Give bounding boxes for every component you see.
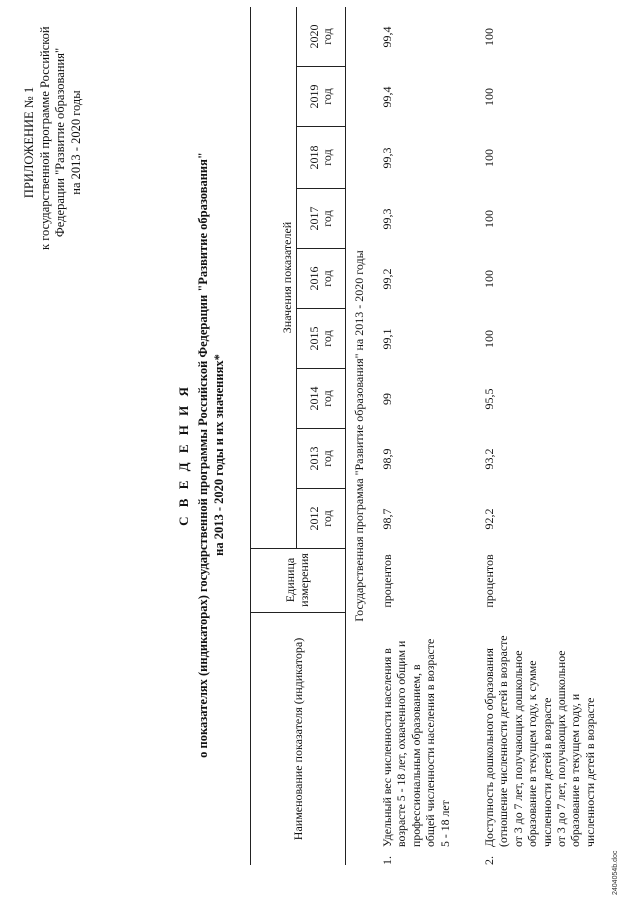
row-number: 2. xyxy=(482,856,496,865)
value-2017: 100 xyxy=(482,210,496,228)
header-values-group: Значения показателей xyxy=(251,7,297,549)
value-2020: 100 xyxy=(482,28,496,46)
value-2012: 92,2 xyxy=(482,508,496,530)
row-unit: процентов xyxy=(380,554,394,608)
appendix-number: ПРИЛОЖЕНИЕ № 1 xyxy=(22,86,36,199)
header-indicator-name: Наименование показателя (индикатора) xyxy=(290,637,305,841)
value-2012: 98,7 xyxy=(380,508,394,530)
document-subtitle-2: на 2013 - 2020 годы и их значениях* xyxy=(212,354,226,556)
row-number: 1. xyxy=(380,856,394,865)
header-year-2014: 2014 год xyxy=(297,369,345,429)
appendix-block xyxy=(22,26,85,250)
header-unit-line2: измерения xyxy=(297,553,311,607)
header-year-2020: 2020 год xyxy=(297,7,345,67)
table-header xyxy=(250,7,346,865)
value-2013: 98,9 xyxy=(380,448,394,470)
header-year-2019: 2019 год xyxy=(297,67,345,127)
header-unit xyxy=(251,548,345,613)
header-unit-line1: Единица xyxy=(283,557,298,603)
value-2020: 99,4 xyxy=(380,26,394,48)
value-2017: 99,3 xyxy=(380,208,394,230)
value-2019: 99,4 xyxy=(380,86,394,108)
value-2016: 99,2 xyxy=(380,268,394,290)
document-file-id: 2404054b.doc xyxy=(612,850,619,895)
header-year-2018: 2018 год xyxy=(297,127,345,189)
appendix-text-3: на 2013 - 2020 годы xyxy=(68,90,83,195)
value-2016: 100 xyxy=(482,270,496,288)
header-year-2013: 2013 год xyxy=(297,429,345,489)
header-year-2015: 2015 год xyxy=(297,309,345,369)
row-indicator-name: Удельный вес численности населения в возрасте 5 - 18 лет, охваченного общим и профессиональным образованием, в общей численности населения в возрасте 5 - 18 лет xyxy=(380,638,452,847)
document-subtitle-1: о показателях (индикаторах) государственной программы Российской Федерации "Развитие образования" xyxy=(196,152,210,758)
section-title: Государственная программа "Развитие образования" на 2013 - 2020 годы xyxy=(352,250,366,622)
value-2018: 99,3 xyxy=(380,147,394,169)
value-2013: 93,2 xyxy=(482,448,496,470)
value-2018: 100 xyxy=(482,149,496,167)
value-2015: 99,1 xyxy=(380,328,394,350)
value-2014: 95,5 xyxy=(482,388,496,410)
header-year-2016: 2016 год xyxy=(297,249,345,309)
value-2015: 100 xyxy=(482,330,496,348)
header-year-2012: 2012 год xyxy=(297,489,345,549)
row-indicator-name: Доступность дошкольного образования (отношение численности детей в возрасте от 3 до 7 лет, получающих дошкольное образование в текущем году, к сумме численности детей в возрасте от 3 до 7 лет, получающих дошкольное образование в текущем году, и численности детей в возрасте xyxy=(482,635,597,847)
header-year-2017: 2017 год xyxy=(297,189,345,249)
value-2014: 99 xyxy=(380,393,394,405)
row-unit: процентов xyxy=(482,554,496,608)
document-title: С В Е Д Е Н И Я xyxy=(176,384,191,526)
appendix-text-2: Федерации "Развитие образования" xyxy=(53,47,68,238)
value-2019: 100 xyxy=(482,88,496,106)
appendix-text-1: к государственной программе Российской xyxy=(37,26,52,250)
indicators-table xyxy=(250,7,597,865)
